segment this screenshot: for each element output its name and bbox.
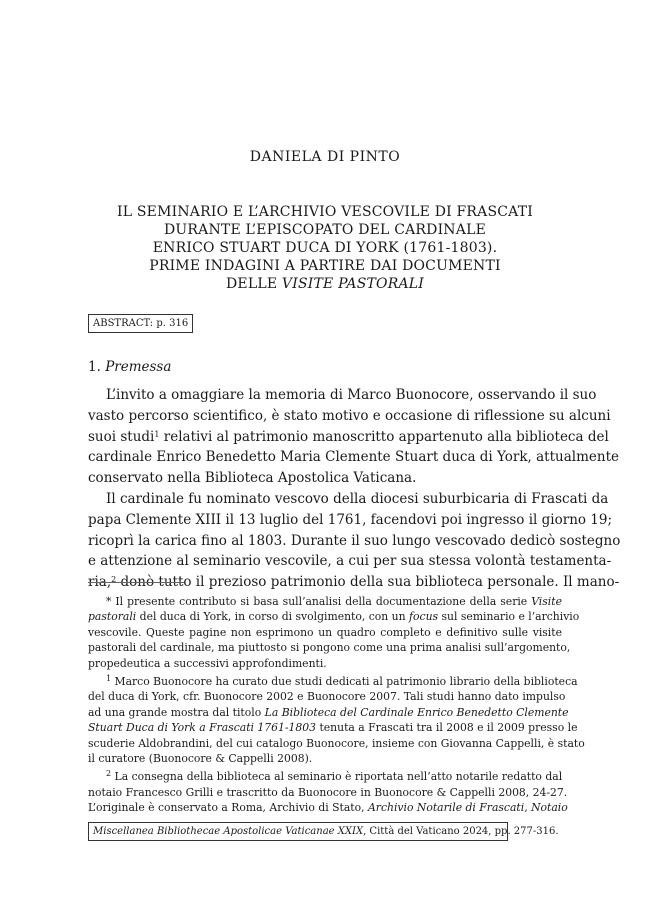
- text-run: ad una grande mostra dal titolo: [88, 705, 265, 719]
- text-run: tenuta a Frascati tra il 2008 e il 2009 presso le: [316, 721, 578, 735]
- title-line: [90, 275, 560, 293]
- title-line: PRIME INDAGINI A PARTIRE DAI DOCUMENTI: [149, 258, 501, 274]
- paragraph-line: L’invito a omaggiare la memoria di Marco Buonocore, osservando il suo: [106, 387, 597, 403]
- italic-run: La Biblioteca del Cardinale Enrico Benedetto Clemente: [264, 705, 569, 719]
- text-run: suoi studi: [88, 428, 155, 445]
- paragraph-line: papa Clemente XIII il 13 luglio del 1761, facendovi poi ingresso il giorno 19;: [88, 511, 613, 528]
- footnotes: [88, 594, 585, 815]
- paragraph-line: conservato nella Biblioteca Apostolica Vaticana.: [88, 470, 417, 487]
- italic-run: pastorali: [88, 610, 137, 624]
- footnote-line: vescovile. Queste pagine non esprimono un quadro completo e definitivo sulle visite: [88, 625, 562, 639]
- footnote-line: del duca di York, cfr. Buonocore 2002 e Buonocore 2007. Tali studi hanno dato impulso: [88, 690, 566, 704]
- text-run: Marco Buonocore ha curato due studi dedicati al patrimonio librario della biblioteca: [111, 674, 578, 688]
- text-run: ria,: [88, 574, 112, 591]
- text-run: L’originale è conservato a Roma, Archivio di Stato,: [88, 801, 368, 815]
- section-heading: [88, 359, 171, 375]
- section-number: 1.: [88, 359, 101, 375]
- footnote-line: [88, 720, 578, 735]
- footnote-number: 1: [106, 673, 112, 683]
- footnote-line: notaio Francesco Grilli e trascritto da Buonocore in Buonocore & Cappelli 2008, 24-27.: [88, 785, 568, 799]
- footnote-separator: [88, 582, 184, 583]
- italic-run: focus: [409, 610, 439, 624]
- footnote-ref[interactable]: 1: [154, 429, 160, 439]
- footnote-line: pastorali del cardinale, ma piuttosto si pongono come una prima analisi sull’argomento,: [88, 641, 571, 655]
- paragraph-line: [88, 427, 609, 448]
- footnote-line: [88, 769, 562, 784]
- citation-footer: [88, 822, 559, 841]
- footnote-line: [88, 705, 569, 720]
- footnote-line: [88, 609, 580, 624]
- body-text: [88, 385, 621, 593]
- author-name: DANIELA DI PINTO: [249, 149, 401, 165]
- italic-run: Stuart Duca di York a Frascati 1761-1803: [88, 721, 317, 735]
- footnote-ref[interactable]: 2: [111, 575, 117, 585]
- text-run: * Il presente contributo si basa sull’analisi della documentazione della serie: [106, 595, 532, 608]
- paragraph-line: e attenzione al seminario vescovile, a cui per sua stessa volontà testamenta-: [88, 553, 612, 570]
- paragraph-line: Il cardinale fu nominato vescovo della diocesi suburbicaria di Frascati da: [106, 490, 609, 507]
- text-run: relativi al patrimonio manoscritto appartenuto alla biblioteca del: [159, 428, 609, 445]
- citation-details: , Città del Vaticano 2024, pp. 277-316.: [363, 826, 559, 837]
- footnote-line: il curatore (Buonocore & Cappelli 2008).: [88, 751, 313, 765]
- title-text: DELLE: [225, 276, 278, 292]
- article-title: [90, 203, 560, 293]
- footnote-line: propedeutica a successivi approfondimenti.: [88, 656, 327, 670]
- footnote-line: [88, 673, 578, 689]
- footnote-line: [88, 800, 568, 815]
- title-line: ENRICO STUART DUCA DI YORK (1761-1803).: [152, 240, 498, 256]
- footnote-line: scuderie Aldobrandini, del cui catalogo Buonocore, insieme con Giovanna Cappelli, è stato: [88, 736, 585, 750]
- abstract-link[interactable]: ABSTRACT: p. 316: [88, 314, 193, 333]
- paragraph-line: ricoprì la carica fino al 1803. Durante il suo lungo vescovado dedicò sostegno: [88, 532, 621, 549]
- paragraph-line: cardinale Enrico Benedetto Maria Clemente Stuart duca di York, attualmente: [88, 449, 619, 466]
- text-run: La consegna della biblioteca al seminario è riportata nell’atto notarile redatto dal: [111, 770, 563, 784]
- section-title: Premessa: [105, 359, 172, 375]
- text-run: sul seminario e l’archivio: [438, 610, 580, 624]
- journal-title: Miscellanea Bibliothecae Apostolicae Vaticanae XXIX: [93, 826, 364, 837]
- title-line: DURANTE L’EPISCOPATO DEL CARDINALE: [163, 222, 486, 238]
- italic-run: Visite: [531, 595, 562, 608]
- title-line: IL SEMINARIO E L’ARCHIVIO VESCOVILE DI FRASCATI: [116, 204, 533, 220]
- footnote-line: [88, 594, 562, 609]
- italic-run: Archivio Notarile di Frascati, Notaio: [368, 801, 568, 815]
- footnote-number: 2: [106, 769, 112, 779]
- title-italic-text: VISITE PASTORALI: [281, 276, 425, 292]
- text-run: del duca di York, in corso di svolgimento, con un: [136, 610, 410, 624]
- paragraph-line: vasto percorso scientifico, è stato motivo e occasione di riflessione su alcuni: [88, 407, 611, 424]
- text-run: donò tutto il prezioso patrimonio della sua biblioteca personale. Il mano-: [116, 574, 620, 591]
